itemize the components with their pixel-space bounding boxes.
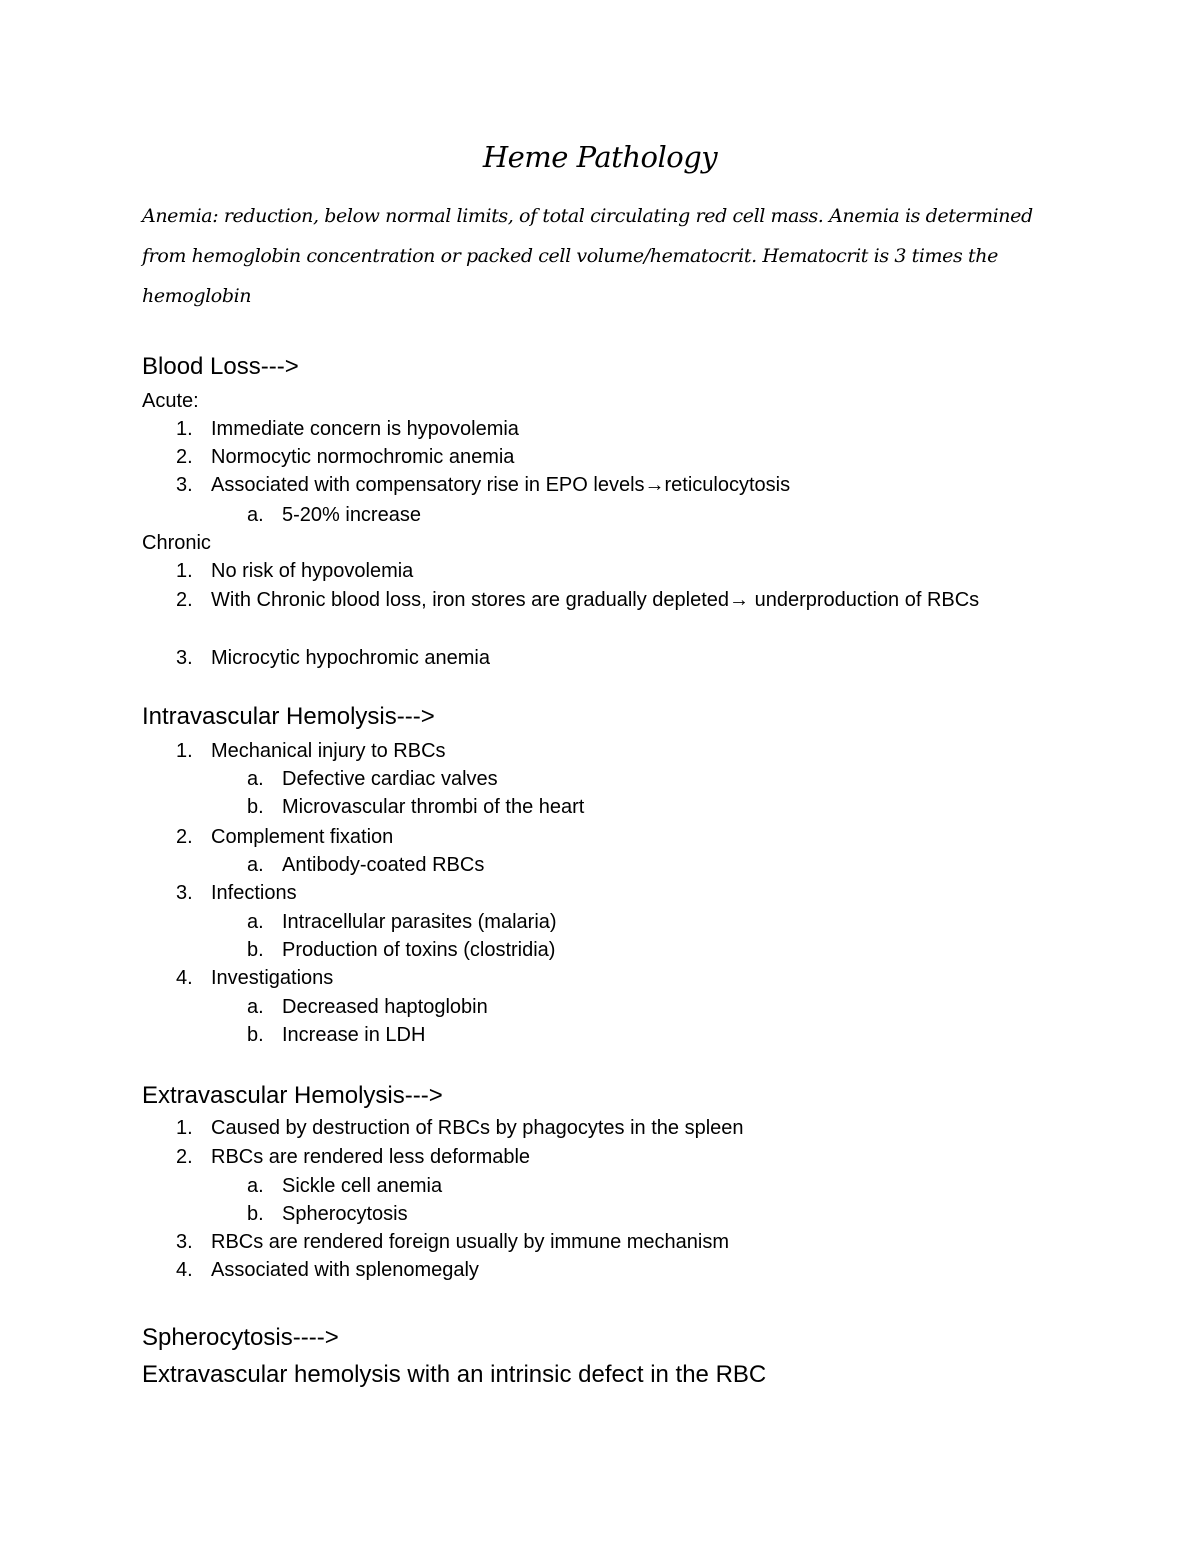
list-item: No risk of hypovolemia (211, 560, 414, 582)
list-letter: a. (247, 504, 264, 526)
label-acute: Acute: (142, 390, 199, 412)
list-letter: a. (247, 911, 264, 933)
list-item: Investigations (211, 967, 334, 989)
heading-extravascular-hemolysis: Extravascular Hemolysis---> (142, 1082, 443, 1109)
list-letter: b. (247, 1203, 264, 1225)
list-subitem: Spherocytosis (282, 1203, 408, 1225)
list-item: Immediate concern is hypovolemia (211, 418, 519, 440)
list-number: 3. (176, 474, 193, 496)
list-number: 2. (176, 446, 193, 468)
list-number: 2. (176, 1146, 193, 1168)
list-item: Normocytic normochromic anemia (211, 446, 515, 468)
list-subitem: Antibody-coated RBCs (282, 854, 485, 876)
list-item: RBCs are rendered foreign usually by immune mechanism (211, 1231, 730, 1253)
page-title: Heme Pathology (482, 140, 718, 174)
list-number: 1. (176, 418, 193, 440)
list-item: With Chronic blood loss, iron stores are gradually depleted→ underproduction of RBCs (211, 589, 980, 611)
list-subitem: Sickle cell anemia (282, 1175, 443, 1197)
list-letter: a. (247, 1175, 264, 1197)
heading-spherocytosis: Spherocytosis----> (142, 1324, 339, 1351)
list-item: RBCs are rendered less deformable (211, 1146, 531, 1168)
list-subitem: Production of toxins (clostridia) (282, 939, 556, 961)
list-number: 1. (176, 740, 193, 762)
list-number: 1. (176, 1117, 193, 1139)
list-number: 3. (176, 647, 193, 669)
list-item: Associated with compensatory rise in EPO levels→reticulocytosis (211, 474, 791, 496)
list-number: 4. (176, 967, 193, 989)
list-letter: a. (247, 854, 264, 876)
list-letter: b. (247, 1024, 264, 1046)
list-item: Caused by destruction of RBCs by phagocytes in the spleen (211, 1117, 744, 1139)
list-subitem: 5-20% increase (282, 504, 421, 526)
list-subitem: Decreased haptoglobin (282, 996, 488, 1018)
list-number: 1. (176, 560, 193, 582)
list-item: Associated with splenomegaly (211, 1259, 479, 1281)
list-letter: a. (247, 996, 264, 1018)
list-subitem: Increase in LDH (282, 1024, 426, 1046)
list-item: Microcytic hypochromic anemia (211, 647, 490, 669)
heading-intravascular-hemolysis: Intravascular Hemolysis---> (142, 703, 435, 730)
list-number: 3. (176, 882, 193, 904)
list-subitem: Microvascular thrombi of the heart (282, 796, 585, 818)
list-number: 3. (176, 1231, 193, 1253)
list-letter: a. (247, 768, 264, 790)
list-number: 4. (176, 1259, 193, 1281)
list-letter: b. (247, 939, 264, 961)
heading-blood-loss: Blood Loss---> (142, 353, 299, 380)
list-number: 2. (176, 589, 193, 611)
list-letter: b. (247, 796, 264, 818)
list-subitem: Defective cardiac valves (282, 768, 498, 790)
subheading-spherocytosis: Extravascular hemolysis with an intrinsic defect in the RBC (142, 1361, 767, 1388)
list-number: 2. (176, 826, 193, 848)
list-item: Mechanical injury to RBCs (211, 740, 446, 762)
list-item: Complement fixation (211, 826, 394, 848)
label-chronic: Chronic (142, 532, 211, 554)
intro-paragraph: Anemia: reduction, below normal limits, of total circulating red cell mass. Anemia is determined from hemoglobin concentration or packed cell volume/hematocrit. Hematocrit is 3 times the hemoglobin (142, 205, 1033, 307)
list-subitem: Intracellular parasites (malaria) (282, 911, 557, 933)
list-item: Infections (211, 882, 297, 904)
